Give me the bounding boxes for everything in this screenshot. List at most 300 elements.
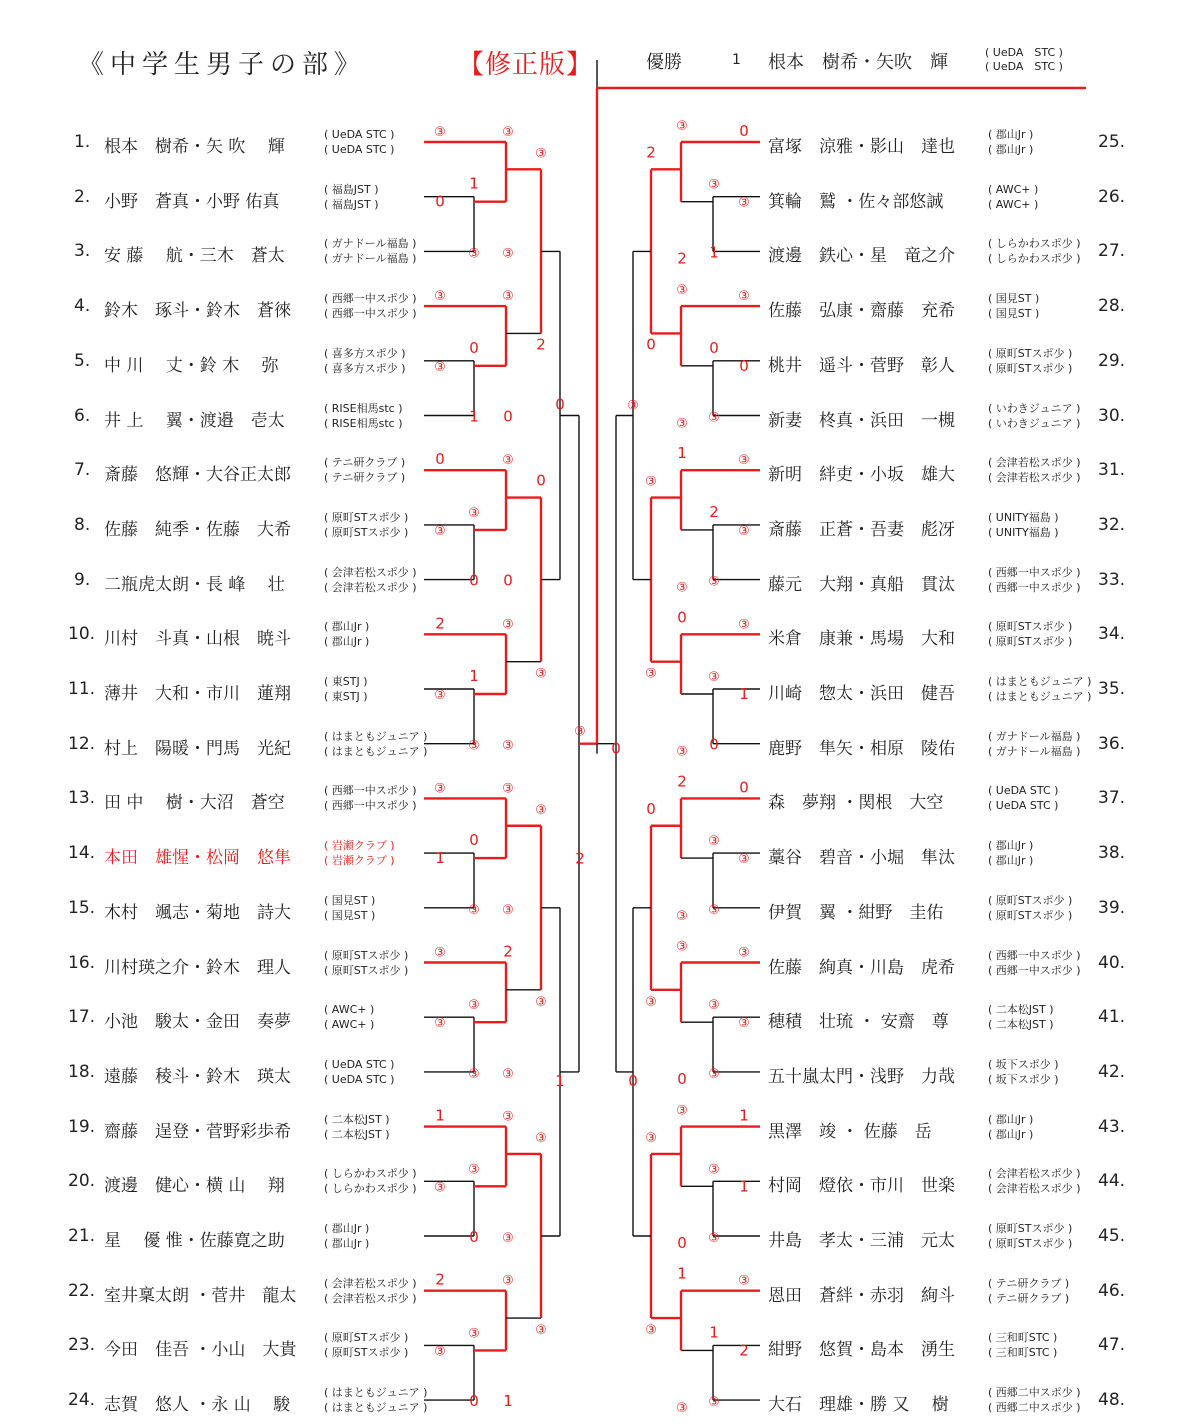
entry-number: 44. — [1098, 1171, 1126, 1192]
match-score: 0 — [503, 407, 513, 426]
entry-players: 穂積 壮琉 ・ 安齋 尊 — [768, 1012, 949, 1033]
match-score: 0 — [677, 1069, 687, 1088]
entry-players: 遠藤 稜斗・鈴木 瑛太 — [104, 1066, 291, 1087]
entry-number: 8. — [74, 514, 91, 535]
entry-team-2: ( UeDA STC ) — [988, 799, 1059, 813]
match-score: 2 — [575, 849, 585, 868]
entry-team-1: ( 東STJ ) — [324, 675, 368, 688]
entry-number: 41. — [1098, 1007, 1126, 1028]
entry-number: 13. — [68, 788, 96, 809]
match-score: ③ — [535, 146, 547, 162]
entry-players: 小池 駿太・金田 奏夢 — [104, 1012, 291, 1033]
match-score: ③ — [676, 580, 688, 596]
page-title: 《中学生男子の部》 — [78, 50, 367, 80]
match-score: 1 — [709, 1323, 719, 1342]
match-score: ③ — [627, 398, 639, 414]
entry-number: 33. — [1098, 569, 1126, 590]
entry-team-1: ( 二本松JST ) — [988, 1003, 1054, 1017]
match-score: ③ — [468, 1326, 480, 1342]
entry-team-1: ( 会津若松スポ少 ) — [324, 565, 417, 579]
match-score: ③ — [708, 670, 720, 685]
entry-team-1: ( 岩瀬クラブ ) — [324, 839, 395, 853]
entry-players: 斎藤 正蒼・吾妻 彪冴 — [768, 519, 955, 540]
match-score: 0 — [646, 335, 656, 354]
match-score: 0 — [739, 778, 749, 797]
match-score: ③ — [502, 902, 514, 918]
match-score: 0 — [739, 356, 749, 375]
entry-players: 恩田 蒼絆・赤羽 絢斗 — [768, 1285, 955, 1306]
entry-players: 佐藤 絢真・川島 虎希 — [768, 957, 955, 978]
entry-players: 志賀 悠人 ・永 山 駿 — [104, 1395, 291, 1416]
match-score: ③ — [434, 781, 446, 797]
entry-team-1: ( 郡山Jr ) — [324, 620, 370, 634]
match-score: ③ — [708, 1231, 720, 1246]
entry-team-1: ( ガナドール福島 ) — [324, 237, 417, 251]
entry-team-1: ( UeDA STC ) — [324, 1057, 395, 1071]
match-score: 2 — [646, 143, 656, 162]
entry-team-1: ( UeDA STC ) — [988, 784, 1059, 798]
entry-team-2: ( 会津若松スポ少 ) — [988, 1182, 1081, 1196]
entry-number: 38. — [1098, 843, 1126, 864]
match-score: 1 — [677, 444, 687, 463]
entry-team-2: ( 原町STスポ少 ) — [988, 908, 1073, 922]
entry-number: 1. — [74, 132, 91, 152]
entry-number: 32. — [1098, 514, 1126, 535]
entry-players: 鹿野 隼矢・相原 陵佑 — [768, 738, 955, 759]
entry-number: 35. — [1098, 679, 1126, 699]
entry-team-2: ( 国見ST ) — [324, 908, 376, 922]
entry-players: 新明 絆吏・小坂 雄大 — [768, 465, 955, 486]
entry-team-2: ( 郡山Jr ) — [988, 143, 1034, 156]
entry-team-2: ( 西郷二中スポ少 ) — [988, 1401, 1081, 1415]
entry-team-1: ( 西郷一中スポ少 ) — [988, 948, 1081, 962]
entry-team-1: ( RISE相馬stc ) — [324, 401, 403, 415]
entry-team-1: ( 郡山Jr ) — [988, 839, 1034, 853]
match-score: ③ — [535, 666, 547, 682]
entry-number: 18. — [68, 1061, 96, 1082]
entry-team-2: ( いわきジュニア ) — [988, 416, 1081, 430]
match-score: 0 — [469, 1228, 479, 1246]
match-score: ③ — [434, 1016, 446, 1032]
entry-team-2: ( しらかわスポ少 ) — [988, 252, 1081, 266]
entry-players: 黒澤 竣 ・ 佐藤 岳 — [768, 1121, 932, 1142]
entry-team-2: ( はまともジュニア ) — [324, 1401, 428, 1415]
entry-team-1: ( 原町STスポ少 ) — [988, 893, 1073, 907]
match-score: 2 — [536, 335, 546, 354]
entry-team-2: ( しらかわスポ少 ) — [324, 1182, 417, 1196]
entry-players: 村上 陽暖・門馬 光紀 — [104, 738, 291, 759]
match-score: ③ — [676, 908, 688, 924]
match-score: ③ — [738, 523, 750, 539]
entry-number: 21. — [68, 1226, 96, 1246]
entry-team-2: ( 西郷一中スポ少 ) — [324, 799, 417, 813]
entry-number: 31. — [1098, 460, 1126, 481]
entry-number: 37. — [1098, 788, 1126, 809]
match-score: ③ — [502, 125, 514, 140]
entry-team-2: ( 二本松JST ) — [988, 1018, 1054, 1032]
match-score: ③ — [502, 1109, 514, 1125]
entry-team-1: ( 原町STスポ少 ) — [324, 510, 409, 524]
match-score: ③ — [535, 1323, 547, 1339]
entry-players: 今田 佳吾 ・小山 大貴 — [104, 1340, 297, 1361]
entry-players: 二瓶虎太朗・長 峰 壮 — [104, 574, 285, 595]
entry-team-1: ( 坂下スポ少 ) — [988, 1057, 1059, 1071]
entry-team-2: ( 原町STスポ少 ) — [324, 963, 409, 977]
entry-number: 2. — [74, 186, 91, 207]
match-score: 1 — [739, 685, 749, 703]
match-score: ③ — [645, 474, 657, 490]
entry-team-1: ( 西郷一中スポ少 ) — [324, 292, 417, 306]
entry-team-2: ( 会津若松スポ少 ) — [988, 471, 1081, 485]
match-score: ③ — [738, 617, 750, 633]
match-score: 0 — [435, 450, 445, 469]
entry-players: 五十嵐太門・浅野 力哉 — [768, 1066, 955, 1087]
entry-players: 井 上 翼・渡邉 壱太 — [104, 410, 285, 431]
match-score: 1 — [469, 667, 479, 685]
match-score: ③ — [676, 744, 688, 760]
entry-players: 根本 樹希・矢 吹 輝 — [104, 137, 285, 157]
entry-players: 川崎 惣太・浜田 健吾 — [768, 684, 955, 704]
bracket-scores — [434, 119, 750, 1416]
match-score: ③ — [502, 781, 514, 797]
entry-number: 6. — [74, 405, 91, 426]
entry-team-1: ( 西郷一中スポ少 ) — [988, 565, 1081, 579]
entry-team-2: ( はまともジュニア ) — [324, 744, 428, 758]
entry-number: 47. — [1098, 1335, 1126, 1356]
entry-players: 佐藤 純季・佐藤 大希 — [104, 519, 291, 540]
match-score: ③ — [502, 738, 514, 754]
entry-players: 村岡 燈依・市川 世楽 — [768, 1176, 955, 1197]
entry-number: 24. — [68, 1390, 96, 1411]
match-score: ③ — [502, 617, 514, 633]
entry-team-2: ( AWC+ ) — [324, 1018, 375, 1032]
entry-number: 34. — [1098, 624, 1126, 645]
match-score: ③ — [502, 1273, 514, 1289]
match-score: ③ — [738, 195, 750, 211]
entry-team-2: ( UeDA STC ) — [324, 1072, 395, 1086]
entry-team-2: ( 坂下スポ少 ) — [988, 1072, 1059, 1086]
match-score: 1 — [677, 1264, 687, 1283]
match-score: 0 — [469, 831, 479, 850]
entry-team-1: ( 郡山Jr ) — [988, 128, 1034, 141]
entry-players: 佐藤 弘康・齋藤 充希 — [768, 301, 955, 322]
entry-number: 29. — [1098, 350, 1126, 371]
match-score: 2 — [435, 614, 445, 633]
entry-number: 30. — [1098, 405, 1126, 426]
entry-number: 10. — [68, 624, 96, 645]
match-score: 0 — [628, 1071, 638, 1090]
entry-number: 48. — [1098, 1390, 1126, 1411]
match-score: ③ — [738, 945, 750, 961]
match-score: ③ — [468, 1066, 480, 1082]
champion-seed: 1 — [732, 52, 741, 68]
match-score: ③ — [434, 289, 446, 305]
entry-team-2: ( 東STJ ) — [324, 690, 368, 703]
match-score: ③ — [738, 1273, 750, 1289]
entry-team-2: ( 郡山Jr ) — [324, 1237, 370, 1250]
entry-number: 39. — [1098, 897, 1126, 918]
match-score: ③ — [434, 945, 446, 961]
entry-number: 40. — [1098, 952, 1126, 973]
entry-team-2: ( 郡山Jr ) — [988, 1127, 1034, 1141]
match-score: ③ — [738, 453, 750, 469]
match-score: 0 — [555, 395, 565, 414]
champion-label: 優勝 — [646, 52, 682, 73]
entry-team-1: ( 西郷二中スポ少 ) — [988, 1386, 1081, 1400]
entry-players: 斎藤 悠輝・大谷正太郎 — [104, 465, 291, 486]
entry-team-1: ( ガナドール福島 ) — [988, 729, 1081, 743]
entry-team-2: ( ガナドール福島 ) — [324, 252, 417, 266]
entry-team-1: ( 二本松JST ) — [324, 1112, 390, 1126]
entry-number: 4. — [74, 296, 91, 317]
entry-team-1: ( テニ研クラブ ) — [988, 1276, 1070, 1290]
entry-team-2: ( 西郷一中スポ少 ) — [988, 580, 1081, 594]
champion-team: ( UeDA STC ) ( UeDA STC ) — [985, 46, 1063, 73]
match-score: ③ — [676, 283, 688, 299]
entry-number: 45. — [1098, 1226, 1126, 1246]
entry-team-2: ( テニ研クラブ ) — [324, 471, 406, 485]
entry-team-2: ( UNITY福島 ) — [988, 525, 1059, 539]
match-score: ③ — [708, 998, 720, 1014]
match-score: ③ — [502, 1066, 514, 1082]
entry-team-2: ( 福島JST ) — [324, 197, 379, 211]
entry-players: 川村 斗真・山根 暁斗 — [104, 629, 291, 650]
entry-team-2: ( 西郷一中スポ少 ) — [988, 963, 1081, 977]
entry-team-1: ( はまともジュニア ) — [324, 1386, 428, 1400]
entry-team-2: ( 喜多方スポ少 ) — [324, 361, 406, 375]
entry-players: 森 夢翔 ・関根 大空 — [768, 793, 944, 814]
match-score: ③ — [676, 416, 688, 432]
match-score: ③ — [676, 939, 688, 955]
entry-team-1: ( 喜多方スポ少 ) — [324, 346, 406, 360]
match-score: ③ — [645, 666, 657, 682]
entry-players: 箕輪 鷲 ・佐々部悠誠 — [768, 191, 944, 212]
match-score: 0 — [709, 735, 719, 754]
entry-team-1: ( 郡山Jr ) — [988, 1112, 1034, 1126]
entry-team-2: ( 国見ST ) — [988, 307, 1040, 321]
match-score: 0 — [435, 192, 445, 211]
entry-players: 井島 孝太・三浦 元太 — [768, 1231, 955, 1251]
match-score: 0 — [709, 338, 719, 357]
match-score: ③ — [708, 177, 720, 193]
entry-team-1: ( 原町STスポ少 ) — [988, 1222, 1073, 1235]
match-score: 0 — [503, 571, 513, 590]
match-score: ③ — [645, 1323, 657, 1339]
entry-number: 16. — [68, 952, 96, 973]
entry-team-1: ( いわきジュニア ) — [988, 401, 1081, 415]
entry-team-2: ( 原町STスポ少 ) — [324, 1346, 409, 1360]
entry-team-1: ( UeDA STC ) — [324, 128, 395, 141]
edition-label: 【修正版】 — [458, 50, 594, 80]
entry-number: 22. — [68, 1280, 96, 1301]
entry-players: 大石 理雄・勝 又 樹 — [768, 1395, 949, 1416]
match-score: ③ — [535, 1130, 547, 1146]
match-score: 2 — [503, 942, 513, 961]
match-score: ③ — [708, 574, 720, 590]
match-score: ③ — [434, 1180, 446, 1196]
entry-players: 藤元 大翔・真船 貫汰 — [768, 574, 955, 595]
match-score: ③ — [468, 505, 480, 521]
entry-team-1: ( 会津若松スポ少 ) — [988, 456, 1081, 470]
match-score: ③ — [645, 1130, 657, 1146]
match-score: ③ — [738, 852, 750, 868]
entry-number: 9. — [74, 569, 91, 590]
match-score: 0 — [677, 608, 687, 627]
entry-team-2: ( 会津若松スポ少 ) — [324, 580, 417, 594]
match-score: ③ — [708, 1162, 720, 1178]
entry-number: 46. — [1098, 1280, 1126, 1301]
match-score: ③ — [468, 1162, 480, 1178]
match-score: ③ — [738, 1016, 750, 1032]
entry-players: 藁谷 碧音・小堀 隼汰 — [768, 848, 955, 869]
match-score: 2 — [677, 249, 687, 268]
match-score: 0 — [536, 471, 546, 490]
entry-team-1: ( 国見ST ) — [988, 292, 1040, 306]
match-score: 0 — [611, 739, 621, 758]
entry-team-1: ( 西郷一中スポ少 ) — [324, 784, 417, 798]
match-score: 1 — [435, 849, 445, 868]
match-score: 1 — [435, 1106, 445, 1125]
entry-players: 小野 蒼真・小野 佑真 — [104, 191, 280, 212]
entry-players: 桃井 遥斗・菅野 彰人 — [768, 355, 955, 376]
match-score: ③ — [502, 289, 514, 305]
entry-team-1: ( 原町STスポ少 ) — [324, 1331, 409, 1345]
entry-team-2: ( はまともジュニア ) — [988, 690, 1092, 703]
match-score: ③ — [468, 998, 480, 1014]
entry-team-1: ( UNITY福島 ) — [988, 510, 1059, 524]
match-score: ③ — [676, 1103, 688, 1119]
entry-players: 安 藤 航・三木 蒼太 — [104, 246, 285, 267]
entry-team-1: ( はまともジュニア ) — [324, 729, 428, 743]
entry-team-2: ( 西郷一中スポ少 ) — [324, 307, 417, 321]
entry-team-2: ( ガナドール福島 ) — [988, 744, 1081, 758]
entry-players: 室井稟太朗 ・菅井 龍太 — [104, 1285, 297, 1306]
entry-number: 20. — [68, 1171, 96, 1192]
entry-team-1: ( しらかわスポ少 ) — [988, 237, 1081, 251]
match-score: 2 — [677, 772, 687, 791]
entry-number: 7. — [74, 460, 91, 481]
entry-team-2: ( 岩瀬クラブ ) — [324, 854, 395, 868]
entry-team-1: ( しらかわスポ少 ) — [324, 1167, 417, 1181]
match-score: ③ — [708, 902, 720, 918]
match-score: ③ — [738, 289, 750, 305]
entry-players: 鈴木 琢斗・鈴木 蒼徠 — [104, 301, 291, 322]
match-score: 2 — [739, 1341, 749, 1360]
entry-players: 木村 颯志・菊地 詩大 — [104, 902, 291, 923]
entry-players: 伊賀 翼 ・紺野 圭佑 — [768, 902, 944, 923]
match-score: ③ — [502, 246, 514, 262]
match-score: ③ — [468, 902, 480, 918]
match-score: ③ — [708, 1066, 720, 1082]
entry-players: 齋藤 逞登・菅野彩歩希 — [104, 1121, 291, 1142]
entry-number: 25. — [1098, 132, 1126, 152]
match-score: 1 — [739, 1106, 749, 1125]
match-score: 1 — [469, 407, 479, 426]
entry-team-1: ( AWC+ ) — [988, 182, 1039, 196]
entry-number: 5. — [74, 350, 91, 371]
entry-team-2: ( 二本松JST ) — [324, 1127, 390, 1141]
entry-players: 米倉 康兼・馬場 大和 — [768, 629, 955, 650]
match-score: 0 — [646, 799, 656, 818]
entry-number: 36. — [1098, 733, 1126, 754]
match-score: ③ — [468, 246, 480, 262]
entry-players: 本田 雄惺・松岡 悠隼 — [104, 848, 291, 869]
entry-team-1: ( 原町STスポ少 ) — [988, 620, 1073, 634]
match-score: ③ — [434, 1344, 446, 1360]
entry-team-2: ( 三和町STC ) — [988, 1346, 1058, 1360]
match-score: 0 — [469, 1392, 479, 1411]
entry-players: 紺野 悠賀・島本 湧生 — [768, 1340, 955, 1361]
match-score: ③ — [535, 994, 547, 1010]
entry-number: 28. — [1098, 296, 1126, 317]
match-score: 1 — [709, 243, 719, 262]
match-score: ③ — [434, 359, 446, 375]
match-score: 0 — [739, 122, 749, 140]
entry-team-2: ( 会津若松スポ少 ) — [324, 1291, 417, 1305]
entry-team-2: ( テニ研クラブ ) — [988, 1291, 1070, 1305]
entry-players: 渡邊 健心・横 山 翔 — [104, 1176, 285, 1197]
entry-team-2: ( 郡山Jr ) — [988, 854, 1034, 868]
entry-team-1: ( 会津若松スポ少 ) — [988, 1167, 1081, 1181]
entry-team-1: ( 三和町STC ) — [988, 1331, 1058, 1345]
match-score: ③ — [434, 688, 446, 703]
match-score: ③ — [434, 523, 446, 539]
entry-team-1: ( 郡山Jr ) — [324, 1222, 370, 1235]
match-score: ③ — [468, 738, 480, 754]
champion-team-1: UeDA STC — [992, 46, 1056, 59]
entry-players: 富塚 涼雅・影山 達也 — [768, 137, 955, 157]
match-score: ③ — [535, 802, 547, 818]
entry-team-2: ( 原町STスポ少 ) — [988, 1237, 1073, 1250]
match-score: 1 — [739, 1177, 749, 1196]
entry-number: 23. — [68, 1335, 96, 1356]
match-score: 2 — [709, 502, 719, 521]
match-score: ③ — [676, 1401, 688, 1417]
entry-team-1: ( はまともジュニア ) — [988, 675, 1092, 688]
match-score: 1 — [503, 1392, 513, 1411]
match-score: ③ — [645, 994, 657, 1010]
entry-number: 43. — [1098, 1116, 1126, 1137]
entry-team-2: ( 原町STスポ少 ) — [988, 361, 1073, 375]
match-score: 0 — [469, 571, 479, 590]
entry-players: 星 優 惟・佐藤寛之助 — [104, 1231, 285, 1251]
match-score: ③ — [574, 724, 586, 740]
match-score: ③ — [434, 125, 446, 140]
match-score: ③ — [502, 453, 514, 469]
entry-number: 26. — [1098, 186, 1126, 207]
entry-team-1: ( 福島JST ) — [324, 182, 379, 196]
entry-players: 田 中 樹・大沼 蒼空 — [104, 793, 285, 814]
entry-team-2: ( 郡山Jr ) — [324, 635, 370, 649]
bracket-lines — [424, 60, 1086, 1400]
entry-team-1: ( 会津若松スポ少 ) — [324, 1276, 417, 1290]
entry-team-1: ( 原町STスポ少 ) — [324, 948, 409, 962]
match-score: 1 — [555, 1071, 565, 1090]
entry-team-2: ( 原町STスポ少 ) — [324, 525, 409, 539]
entry-number: 17. — [68, 1007, 96, 1028]
entry-number: 27. — [1098, 241, 1126, 262]
entry-players: 川村瑛之介・鈴木 理人 — [104, 957, 291, 978]
match-score: ③ — [708, 834, 720, 850]
entry-team-1: ( AWC+ ) — [324, 1003, 375, 1017]
entry-number: 14. — [68, 843, 96, 864]
entry-players: 渡邊 鉄心・星 竜之介 — [768, 246, 955, 267]
entry-team-1: ( 原町STスポ少 ) — [988, 346, 1073, 360]
entry-team-1: ( 国見ST ) — [324, 893, 376, 907]
match-score: ③ — [708, 410, 720, 426]
entry-players: 新妻 柊真・浜田 一槻 — [768, 410, 955, 431]
entry-number: 12. — [68, 733, 96, 754]
